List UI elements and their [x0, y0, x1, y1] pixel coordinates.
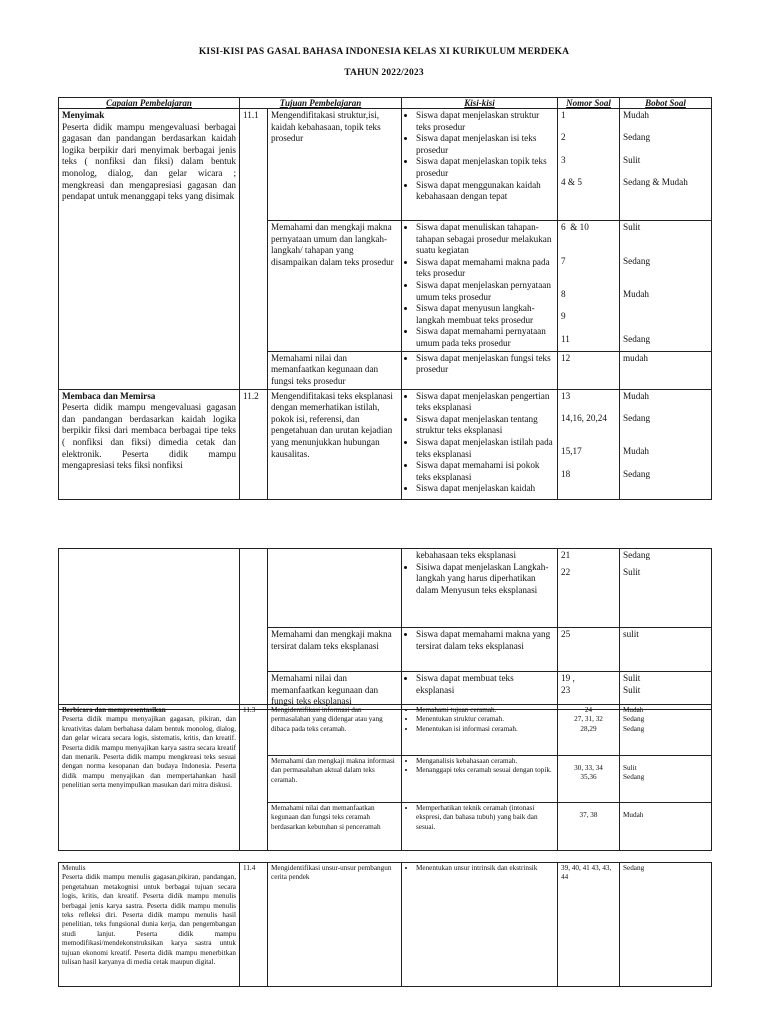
kisi-item: • Siswa dapat memahami isi pokok teks eksplanasi	[416, 460, 554, 483]
nomor-value: 21	[561, 550, 571, 560]
nomor-cell: 12	[558, 351, 620, 389]
bobot-value: Sulit	[623, 673, 641, 683]
nomor-cell	[558, 756, 620, 803]
kisi-item: • Siswa dapat menjelaskan isi teks prosedur	[416, 133, 554, 156]
kisi-item: • Siswa dapat menjelaskan struktur teks prosedur	[416, 110, 554, 133]
bobot-value: Sedang	[623, 412, 651, 423]
kisi-cell	[402, 756, 558, 803]
bobot-cell: sulit	[620, 628, 712, 672]
bobot-value: Sedang	[623, 132, 651, 142]
capaian-cell	[59, 863, 240, 987]
bobot-value: Mudah	[623, 110, 650, 120]
bobot-value: Mudah	[623, 289, 650, 299]
kisi-item: • Menentukan struktur ceramah.	[416, 715, 554, 724]
capaian-cell	[59, 109, 240, 390]
nomor-cell	[558, 803, 620, 851]
nomor-value: 18	[561, 468, 571, 479]
nomor-value: 27, 31, 32	[574, 715, 603, 724]
bobot-cell	[620, 221, 712, 352]
tp-code	[240, 549, 268, 710]
nomor-value: 2	[561, 132, 566, 142]
nomor-value: 19 ,	[561, 673, 575, 683]
nomor-value: 8	[561, 289, 566, 299]
capaian-body: Peserta didik mampu mengevaluasi gagasan dan pandangan berdasarkan kaidah logika berpikir fiksi dari membaca berbagai tipe teks ( nonfiksi dan fiksi) dimedia cetak dan elektronik. Peserta didik mampu mengapresiasi teks fiksi nonfiksi	[62, 402, 236, 471]
bobot-value: Sedang	[623, 724, 645, 733]
nomor-value: 13	[561, 390, 571, 401]
header-nomor: Nomor Soal	[558, 98, 620, 109]
kisi-item: • Memperhatikan teknik ceramah (intonasi ekspresi, dan bahasa tubuh) yang baik dan sesuai.	[416, 804, 554, 832]
table-row	[59, 389, 712, 499]
nomor-value: 28,29	[580, 724, 597, 733]
bobot-cell: mudah	[620, 351, 712, 389]
bobot-value: Sedang	[623, 773, 645, 782]
bobot-cell	[620, 756, 712, 803]
header-bobot: Bobot Soal	[620, 98, 712, 109]
nomor-value: 3	[561, 155, 566, 165]
bobot-value: Sedang	[623, 468, 651, 479]
kisi-item: • Menentukan isi informasi ceramah.	[416, 725, 554, 734]
nomor-value: 23	[561, 684, 571, 695]
kisi-cell	[402, 705, 558, 756]
nomor-value: 22	[561, 567, 571, 577]
tujuan-cell	[268, 549, 402, 628]
capaian-title: Berbicara dan mempresentasikan	[62, 706, 166, 714]
kisi-cell	[402, 549, 558, 628]
kisi-cell	[402, 109, 558, 221]
capaian-title: Membaca dan Memirsa	[62, 390, 156, 401]
bobot-value: Sedang	[623, 550, 651, 560]
bobot-value: Mudah	[623, 445, 650, 456]
kisi-cell	[402, 389, 558, 499]
capaian-title: Menyimak	[62, 110, 105, 120]
tujuan-cell: Mengendifitakasi struktur,isi, kaidah kebahasaan, topik teks prosedur	[268, 109, 402, 221]
bobot-value: Sulit	[623, 764, 637, 772]
kisi-item: • Sisiwa dapat menjelaskan Langkah-langkah yang harus diperhatikan dalam Menyusun teks eksplanasi	[416, 562, 554, 597]
tujuan-cell: Memahami dan mengkaji makna tersirat dalam teks eksplanasi	[268, 628, 402, 672]
kisi-item: • Siswa dapat menjelaskan topik teks prosedur	[416, 156, 554, 179]
bobot-value: Mudah	[623, 390, 650, 401]
nomor-value: 4 & 5	[561, 177, 582, 187]
bobot-value: Sedang	[623, 715, 645, 724]
nomor-cell: 25	[558, 628, 620, 672]
bobot-value: Mudah	[623, 811, 644, 819]
bobot-cell: Sedang	[620, 863, 712, 987]
kisi-item: • Siswa dapat memahami pernyataan umum pada teks prosedur	[416, 326, 554, 349]
bobot-value	[623, 311, 708, 334]
bobot-cell	[620, 705, 712, 756]
kisi-item: • Siswa dapat memahami makna pada teks prosedur	[416, 257, 554, 280]
bobot-value: Sedang	[623, 256, 651, 266]
nomor-value: 1	[561, 110, 566, 120]
nomor-value: 6 & 10	[561, 222, 589, 232]
nomor-cell	[558, 221, 620, 352]
document-title: KISI-KISI PAS GASAL BAHASA INDONESIA KELAS XI KURIKULUM MERDEKA	[198, 47, 570, 57]
tujuan-cell: Memahami dan mengkaji makna informasi dan permasalahan aktual dalam teks ceramah.	[268, 756, 402, 803]
kisi-item: kebahasaan teks eksplanasi	[416, 550, 517, 560]
kisi-table-1	[58, 97, 712, 500]
kisi-table-4	[58, 862, 712, 987]
nomor-cell	[558, 109, 620, 221]
kisi-cell	[402, 628, 558, 672]
tujuan-cell: Memahami nilai dan memanfaatkan kegunaan dan fungsi teks ceramah berdasarkan kebutuhan si penceramah	[268, 803, 402, 851]
bobot-value: Sedang & Mudah	[623, 177, 688, 187]
nomor-value: 7	[561, 256, 566, 266]
kisi-item: • Menanggapi teks ceramah sesuai dengan topik.	[416, 766, 554, 775]
tp-code: 11.2	[240, 389, 268, 499]
kisi-table-2	[58, 548, 712, 710]
kisi-item: • Siswa dapat menuliskan tahapan-tahapan sebagai prosedur melakukan suatu kegiatan	[416, 222, 554, 257]
kisi-item: • Siswa dapat menjelaskan kaidah	[416, 483, 554, 495]
header-tujuan: Tujuan Pembelajaran	[240, 98, 402, 109]
capaian-cell	[59, 705, 240, 851]
bobot-value: Sulit	[623, 567, 641, 577]
nomor-value: 24	[584, 706, 593, 714]
nomor-value: 11	[561, 334, 570, 344]
bobot-value: Sulit	[623, 684, 641, 695]
kisi-item: • Menganalisis kebahasaan ceramah.	[416, 757, 554, 766]
table-row	[59, 863, 712, 987]
tujuan-cell: Mengidentifikasi unsur-unsur pembangun cerita pendek	[268, 863, 402, 987]
bobot-value: Mudah	[623, 706, 644, 714]
kisi-item: • Siswa dapat memahami makna yang tersirat dalam teks eksplanasi	[416, 629, 554, 652]
bobot-value: Sulit	[623, 155, 641, 165]
capaian-body: Peserta didik mampu menulis gagasan,pikiran, pandangan, pengetahuan metakognisi untuk berbagai tujuan secara logis, kritis, dan kreatif. Peserta didik mampu menulis berbagai jenis karya sastra. Peserta didik mampu menulis teks refleksi diri. Peserta didik mampu menulis hasil penelitian, teks fungsional dunia kerja, dan pengembangan studi lanjut. Peserta didik mampu memodifikasi/mendekonstruksikan karya sastra untuk tujuan ekonomi kreatif. Peserta didik mampu menerbitkan tulisan hasil karyanya di media cetak maupun digital.	[62, 873, 236, 967]
tp-code: 11.3	[240, 705, 268, 851]
kisi-item: • Siswa dapat menyusun langkah-langkah membuat teks prosedur	[416, 303, 554, 326]
tujuan-cell: Mengendifitakasi teks eksplanasi dengan memerhatikan istilah, pokok isi, referensi, dan pengetahuan dan urutan kejadian yang menunjukkan hubungan kausalitas.	[268, 389, 402, 499]
kisi-cell	[402, 863, 558, 987]
nomor-cell: 39, 40, 41 43, 43, 44	[558, 863, 620, 987]
bobot-value: Sulit	[623, 222, 641, 232]
nomor-cell	[558, 549, 620, 628]
bobot-cell	[620, 803, 712, 851]
kisi-item: • Siswa dapat menjelaskan tentang struktur teks eksplanasi	[416, 414, 554, 437]
tujuan-cell: Memahami dan mengkaji makna pernyataan umum dan langkah-langkah/ tahapan yang disampaikan dalam teks prosedur	[268, 221, 402, 352]
tp-code: 11.4	[240, 863, 268, 987]
kisi-item: • Siswa dapat menjelaskan istilah pada teks eksplanasi	[416, 437, 554, 460]
nomor-cell	[558, 389, 620, 499]
tujuan-cell: Mengidentifikasi informasi dan permasalahan yang didengar atau yang dibaca pada teks ceramah.	[268, 705, 402, 756]
tujuan-cell: Memahami nilai dan memanfaatkan kegunaan dan fungsi teks prosedur	[268, 351, 402, 389]
table-row	[59, 109, 712, 221]
table-row	[59, 549, 712, 628]
capaian-body: Peserta didik mampu menyajikan gagasan, pikiran, dan kreativitas dalam berbahasa dalam bentuk monolog, dialog, dan gelar wicara secara logis, sistematis, kritis, dan kreatif. Peserta didik mampu menyajikan karya sastra secara kreatif dan menarik. Peserta didik mampu mengkreasi teks sesuai dengan norma kesopanan dan budaya Indonesia. Peserta didik mampu menyajikan dan mempertahankan hasil penelitian serta menyimpulkan masukan dari mitra diskusi.	[62, 715, 236, 790]
kisi-item: • Siswa dapat membuat teks eksplanasi	[416, 673, 554, 696]
nomor-value: 37, 38	[579, 811, 598, 819]
bobot-cell	[620, 549, 712, 628]
tujuan-cell: Memahami nilai dan memanfaatkan kegunaan dan fungsi teks eksplanasi	[268, 672, 402, 710]
nomor-value: 30, 33, 34	[574, 764, 603, 772]
kisi-item: • Memahami tujuan ceramah.	[416, 706, 554, 715]
table-row	[59, 705, 712, 756]
capaian-cell	[59, 549, 240, 710]
nomor-value: 9	[561, 311, 566, 321]
kisi-table-3	[58, 704, 712, 851]
bobot-cell	[620, 109, 712, 221]
bobot-cell	[620, 389, 712, 499]
tp-code: 11.1	[240, 109, 268, 390]
capaian-cell	[59, 389, 240, 499]
kisi-item: • Siswa dapat menjelaskan fungsi teks prosedur	[416, 353, 554, 376]
kisi-item: • Menentukan unsur intrinsik dan ekstrinsik	[416, 864, 554, 873]
capaian-title: Menulis	[62, 864, 86, 872]
nomor-value: 14,16, 20,24	[561, 412, 607, 423]
header-capaian: Capaian Pembelajaran	[59, 98, 240, 109]
kisi-cell	[402, 221, 558, 352]
kisi-item: • Siswa dapat menjelaskan pernyataan umum teks prosedur	[416, 280, 554, 303]
nomor-value: 15,17	[561, 445, 582, 456]
nomor-value: 35,36	[580, 773, 597, 782]
kisi-item: • Siswa dapat menggunakan kaidah kebahasaan dengan tepat	[416, 180, 554, 203]
kisi-cell	[402, 351, 558, 389]
bobot-value: Sedang	[623, 334, 651, 344]
kisi-item: • Siswa dapat menjelaskan pengertian teks eksplanasi	[416, 391, 554, 414]
table-header-row	[59, 98, 712, 109]
nomor-cell	[558, 705, 620, 756]
capaian-body: Peserta didik mampu mengevaluasi berbagai gagasan dan pandangan berdasarkan kaidah logika berpikir dari menyimak berbagai jenis teks ( nonfiksi dan fiksi) dalam bentuk monolog, dialog, dan gelar wicara ; mengkreasi dan mengapresiasi gagasan dan pendapat untuk menanggapi teks yang disimak	[62, 121, 236, 202]
header-kisi: Kisi-kisi	[402, 98, 558, 109]
document-year: TAHUN 2022/2023	[344, 68, 424, 78]
kisi-cell	[402, 803, 558, 851]
